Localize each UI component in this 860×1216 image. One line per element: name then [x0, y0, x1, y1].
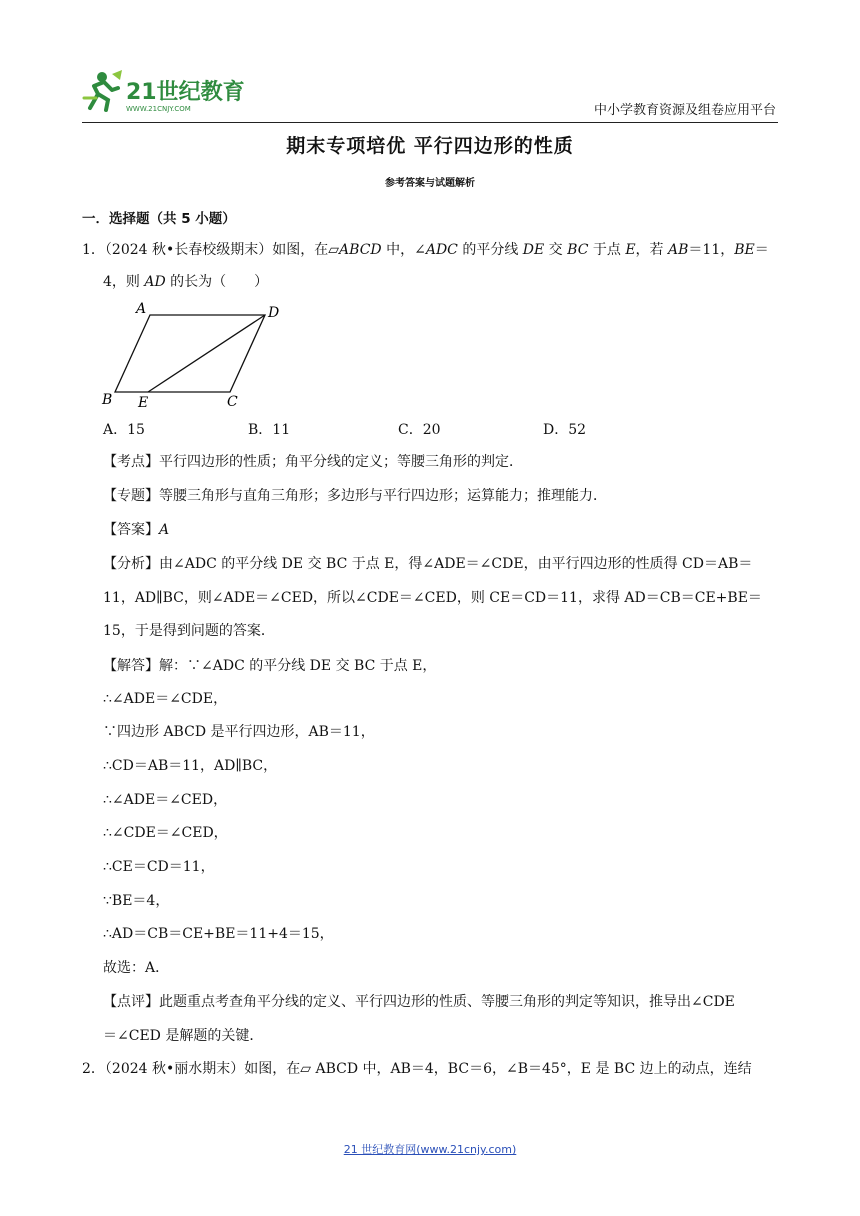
q1-fenxi-line1: 【分析】由∠ADC 的平分线 DE 交 BC 于点 E，得∠ADE＝∠CDE，由平行四边形的性质得 CD＝AB＝	[103, 556, 753, 572]
section-heading: 一．选择题（共 5 小题）	[82, 211, 236, 227]
label-e: E	[138, 395, 149, 411]
q1-jieda-line: ∴AD＝CB＝CE+BE＝11+4＝15，	[103, 926, 334, 942]
q1-kaodian: 【考点】平行四边形的性质；角平分线的定义；等腰三角形的判定．	[103, 454, 523, 470]
q1-jieda-line: ∴∠ADE＝∠CDE，	[103, 691, 228, 707]
logo-url: WWW.21CNJY.COM	[126, 105, 191, 113]
logo-text: 21世纪教育	[126, 80, 245, 105]
label-d: D	[268, 305, 280, 321]
q1-fenxi-line3: 15，于是得到问题的答案．	[103, 623, 275, 639]
page-subtitle: 参考答案与试题解析	[385, 178, 475, 189]
q1-jieda-line: 【解答】解：∵∠ADC 的平分线 DE 交 BC 于点 E，	[103, 658, 437, 674]
q1-fenxi-line2: 11，AD∥BC，则∠ADE＝∠CED，所以∠CDE＝∠CED，则 CE＝CD＝11，求得 AD＝CB＝CE+BE＝	[103, 590, 762, 606]
label-a: A	[136, 301, 147, 317]
label-c: C	[227, 394, 238, 410]
q1-zhuanti: 【专题】等腰三角形与直角三角形；多边形与平行四边形；运算能力；推理能力．	[103, 488, 607, 504]
q1-jieda-line: ∴∠CDE＝∠CED，	[103, 825, 228, 841]
logo	[82, 68, 252, 114]
footer-link[interactable]: 21 世纪教育网(www.21cnjy.com)	[343, 1143, 517, 1156]
q1-stem-line1: 1．（2024 秋•长春校级期末）如图，在▱ABCD 中，∠ADC 的平分线 DE 交 BC 于点 E，若 AB＝11，BE＝	[82, 242, 769, 258]
parallelogram-abcd	[115, 315, 265, 392]
q1-stem-line2: 4，则 AD 的长为（ ）	[103, 274, 269, 290]
q1-answer: 【答案】A	[103, 522, 170, 538]
q1-jieda-line: ∴∠ADE＝∠CED，	[103, 792, 228, 808]
page-footer	[0, 1141, 860, 1157]
runner-icon	[84, 70, 122, 110]
page-title: 期末专项培优 平行四边形的性质	[286, 135, 574, 157]
q1-option-d: D．52	[543, 422, 587, 438]
q1-parallelogram-figure	[100, 300, 290, 415]
q1-dianping-line1: 【点评】此题重点考查角平分线的定义、平行四边形的性质、等腰三角形的判定等知识，推导出∠CDE	[103, 994, 735, 1010]
q1-option-a: A．15	[103, 422, 145, 438]
q1-jieda-line: ∴CD＝AB＝11，AD∥BC，	[103, 758, 278, 774]
q1-jieda-line: ∴CE＝CD＝11，	[103, 859, 215, 875]
label-b: B	[102, 392, 113, 408]
q2-stem-line1: 2．（2024 秋•丽水期末）如图，在▱ ABCD 中，AB＝4，BC＝6，∠B＝45°，E 是 BC 边上的动点，连结	[82, 1061, 752, 1077]
q1-dianping-line2: ＝∠CED 是解题的关键．	[103, 1028, 264, 1044]
q1-jieda-line: 故选：A．	[103, 960, 170, 976]
platform-name: 中小学教育资源及组卷应用平台	[593, 103, 776, 118]
q1-option-c: C．20	[398, 422, 441, 438]
page-header	[82, 62, 778, 123]
q1-option-b: B．11	[248, 422, 291, 438]
q1-jieda-line: ∵BE＝4，	[103, 893, 170, 909]
q1-jieda-line: ∵四边形 ABCD 是平行四边形，AB＝11，	[103, 724, 375, 740]
